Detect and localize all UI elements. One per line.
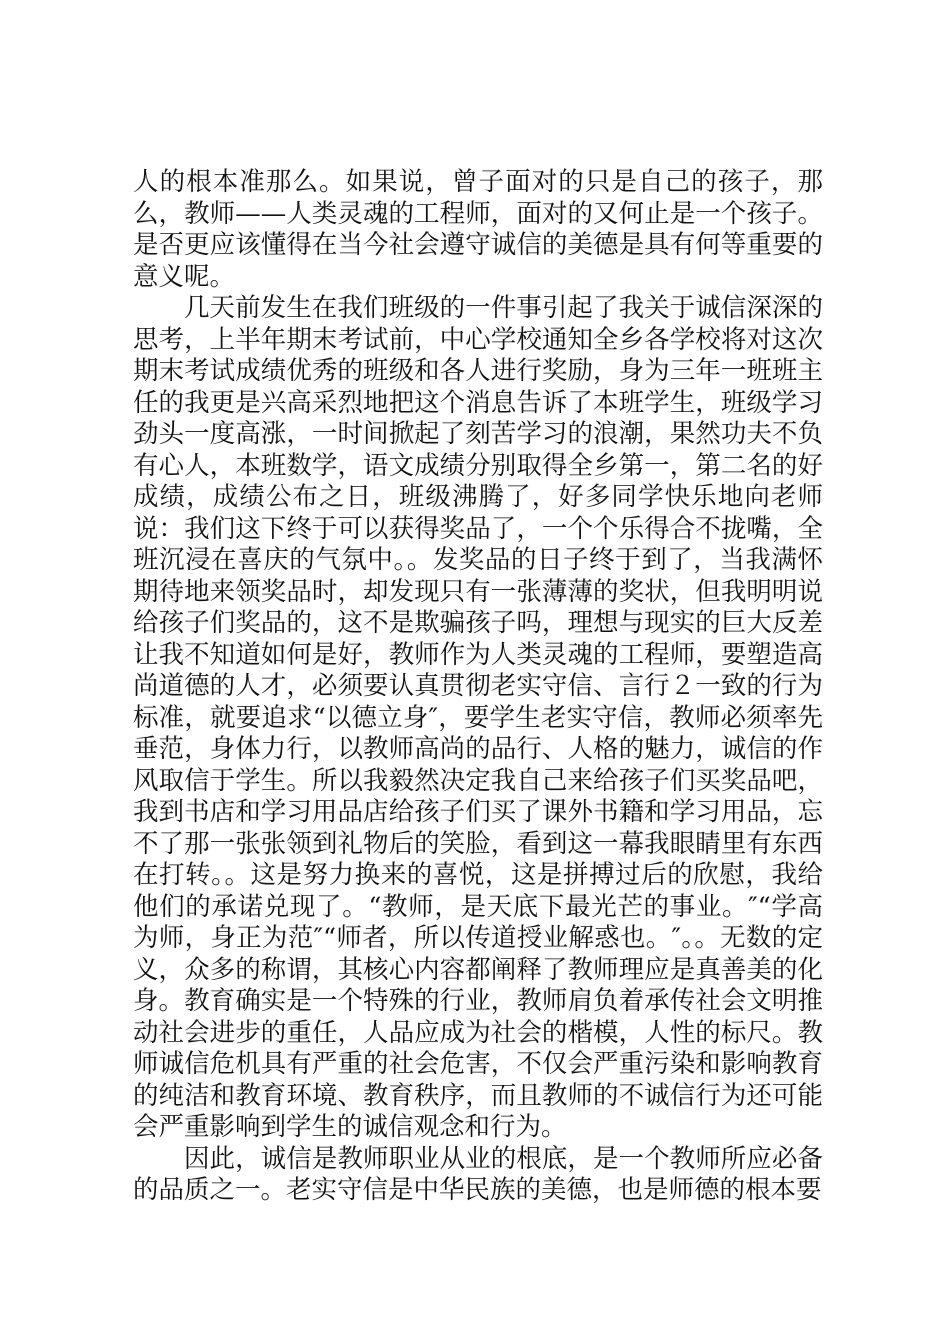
paragraph-2: 几天前发生在我们班级的一件事引起了我关于诚信深深的思考，上半年期末考试前，中心学校通知全乡各学校将对这次期末考试成绩优秀的班级和各人进行奖励，身为三年一班班主任的我更是兴高采烈地把这个消息告诉了本班学生，班级学习劲头一度高涨，一时间掀起了刻苦学习的浪潮，果然功夫不负有心人，本班数学，语文成绩分别取得全乡第一，第二名的好成绩，成绩公布之日，班级沸腾了，好多同学快乐地向老师说：我们这下终于可以获得奖品了，一个个乐得合不拢嘴，全班沉浸在喜庆的气氛中。。发奖品的日子终于到了，当我满怀期待地来领奖品时，却发现只有一张薄薄的奖状，但我明明说给孩子们奖品的，这不是欺骗孩子吗，理想与现实的巨大反差让我不知道如何是好，教师作为人类灵魂的工程师，要塑造高尚道德的人才，必须要认真贯彻老实守信、言行２一致的行为标准，就要追求“以德立身″，要学生老实守信，教师必须率先垂范，身体力行，以教师高尚的品行、人格的魅力，诚信的作风取信于学生。所以我毅然决定我自己来给孩子们买奖品吧，我到书店和学习用品店给孩子们买了课外书籍和学习用品，忘不了那一张张领到礼物后的笑脸，看到这一幕我眼睛里有东西在打转。。这是努力换来的喜悦，这是拼搏过后的欣慰，我给他们的承诺兑现了。“教师，是天底下最光芒的事业。″“学高为师，身正为范″“师者，所以传道授业解惑也。″。。无数的定义，众多的称谓，其核心内容都阐释了教师理应是真善美的化身。教育确实是一个特殊的行业，教师肩负着承传社会文明推动社会进步的重任，人品应成为社会的楷模，人性的标尺。教师诚信危机具有严重的社会危害，不仅会严重污染和影响教育的纯洁和教育环境、教育秩序，而且教师的不诚信行为还可能会严重影响到学生的诚信观念和行为。 — [133, 293, 823, 1142]
paragraph-3: 因此，诚信是教师职业从业的根底，是一个教师所应必备的品质之一。老实守信是中华民族的美德，也是师德的根本要 — [133, 1143, 823, 1205]
paragraph-1: 人的根本准那么。如果说，曾子面对的只是自己的孩子，那么，教师——人类灵魂的工程师，面对的又何止是一个孩子。是否更应该懂得在当今社会遵守诚信的美德是具有何等重要的意义呢。 — [133, 167, 823, 292]
body-text — [133, 167, 823, 1207]
